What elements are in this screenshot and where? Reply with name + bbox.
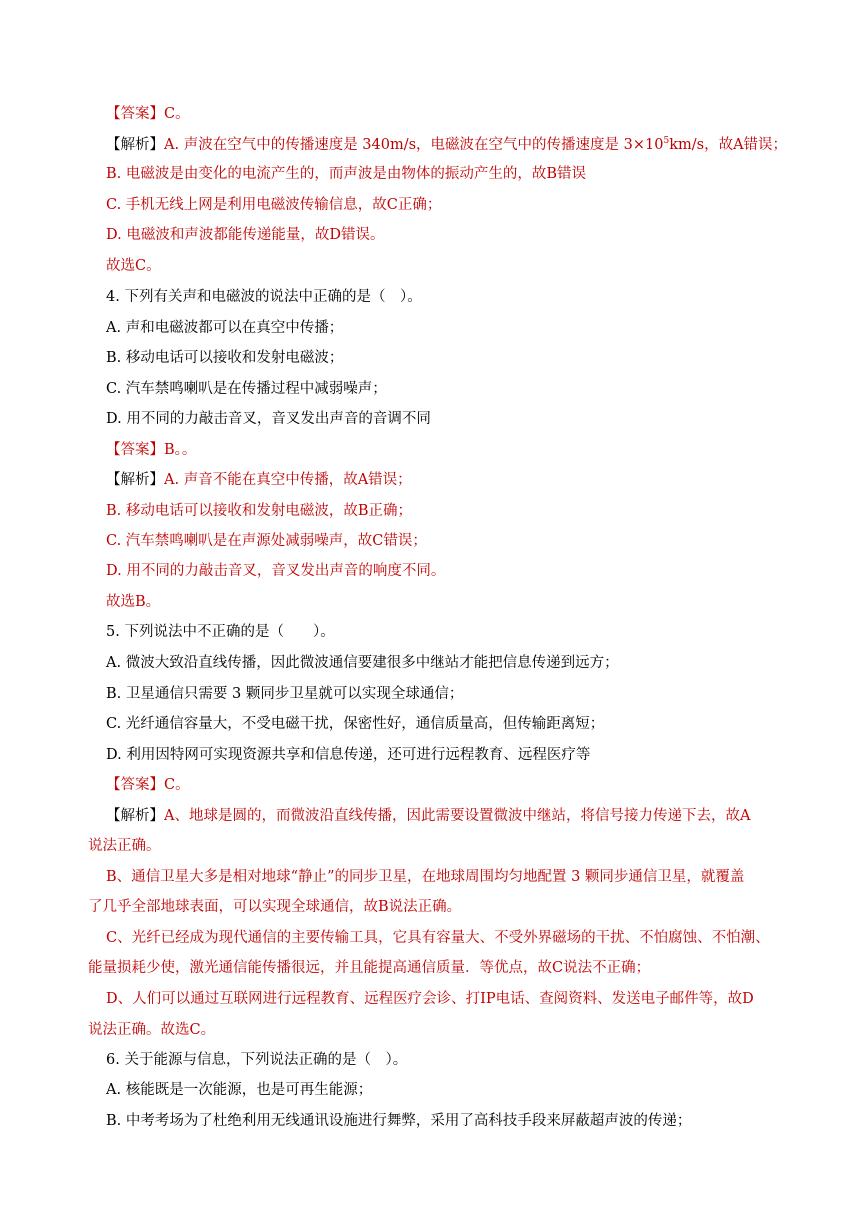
- question-5-analysis-b-cont: 了几乎全部地球表面，可以实现全球通信，故B说法正确。: [88, 899, 462, 915]
- question-5-option-d: D. 利用因特网可实现资源共享和信息传递，还可进行远程教育、远程医疗等: [106, 747, 591, 763]
- question-4-analysis-d: D. 用不同的力敲击音叉，音叉发出声音的响度不同。: [106, 563, 446, 579]
- question-4-option-c: C. 汽车禁鸣喇叭是在传播过程中减弱噪声；: [106, 381, 387, 397]
- answer-line: [106, 104, 190, 124]
- answer-text: 【答案】C。: [106, 106, 190, 122]
- question-5-analysis-c: C、光纤已经成为现代通信的主要传输工具，它具有容量大、不受外界磁场的干扰、不怕腐蚀、不怕潮、: [106, 930, 770, 946]
- question-5-analysis-d: D、人们可以通过互联网进行远程教育、远程医疗会诊、打IP电话、查阅资料、发送电子邮件等，故D: [106, 991, 754, 1007]
- question-4-option-a: A. 声和电磁波都可以在真空中传播；: [106, 320, 344, 336]
- question-6-option-b: B. 中考考场为了杜绝利用无线通讯设施进行舞弊，采用了高科技手段来屏蔽超声波的传递；: [106, 1113, 692, 1129]
- question-4-option-d: D. 用不同的力敲击音叉，音叉发出声音的音调不同: [106, 411, 431, 427]
- analysis-a: A. 声波在空气中的传播速度是 340m/s，电磁波在空气中的传播速度是 3×10: [164, 137, 664, 153]
- question-6-option-a: A. 核能既是一次能源，也是可再生能源；: [106, 1082, 373, 1098]
- question-5-analysis-c-cont: 能量损耗少使，激光通信能传播很远，并且能提高通信质量．等优点，故C说法不正确；: [88, 960, 651, 976]
- question-4-answer: 【答案】B。。: [106, 442, 197, 458]
- question-5-analysis-a-cont: 说法正确。: [88, 838, 161, 854]
- analysis-c: C. 手机无线上网是利用电磁波传输信息，故C正确；: [106, 197, 442, 213]
- analysis-d: D. 电磁波和声波都能传递能量，故D错误。: [106, 227, 385, 243]
- analysis-b: B. 电磁波是由变化的电流产生的，而声波是由物体的振动产生的，故B错误: [106, 166, 587, 182]
- question-5-analysis-d-cont: 说法正确。故选C。: [88, 1022, 216, 1038]
- question-5-stem: 5. 下列说法中不正确的是（ ）。: [106, 624, 335, 640]
- choose-line: 故选C。: [106, 258, 161, 274]
- question-5-analysis-a: 【解析】A、地球是圆的，而微波沿直线传播，因此需要设置微波中继站，将信号接力传递下去，故A: [106, 808, 751, 824]
- question-5-option-b: B. 卫星通信只需要 3 颗同步卫星就可以实现全球通信；: [106, 686, 464, 702]
- question-4-analysis-a: 【解析】A. 声音不能在真空中传播，故A错误；: [106, 472, 412, 488]
- question-5-option-a: A. 微波大致沿直线传播，因此微波通信要建很多中继站才能把信息传递到远方；: [106, 655, 619, 671]
- question-5-answer: 【答案】C。: [106, 777, 190, 793]
- analysis-line: [106, 135, 787, 155]
- analysis-label: 【解析】: [106, 137, 164, 153]
- question-4-analysis-c: C. 汽车禁鸣喇叭是在声源处减弱噪声，故C错误；: [106, 533, 427, 549]
- question-4-choose: 故选B。: [106, 594, 161, 610]
- analysis-a-tail: km/s，故A错误；: [669, 137, 788, 153]
- question-6-stem: 6. 关于能源与信息，下列说法正确的是（ ）。: [106, 1052, 408, 1068]
- question-4-analysis-b: B. 移动电话可以接收和发射电磁波，故B正确；: [106, 503, 413, 519]
- superscript: 5: [663, 136, 670, 147]
- question-5-analysis-b: B、通信卫星大多是相对地球“静止”的同步卫星，在地球周围均匀地配置 3 颗同步通信卫星，就覆盖: [106, 869, 745, 885]
- question-4-stem: 4. 下列有关声和电磁波的说法中正确的是（ ）。: [106, 289, 422, 305]
- question-5-option-c: C. 光纤通信容量大，不受电磁干扰，保密性好，通信质量高，但传输距离短；: [106, 716, 605, 732]
- question-4-option-b: B. 移动电话可以接收和发射电磁波；: [106, 350, 344, 366]
